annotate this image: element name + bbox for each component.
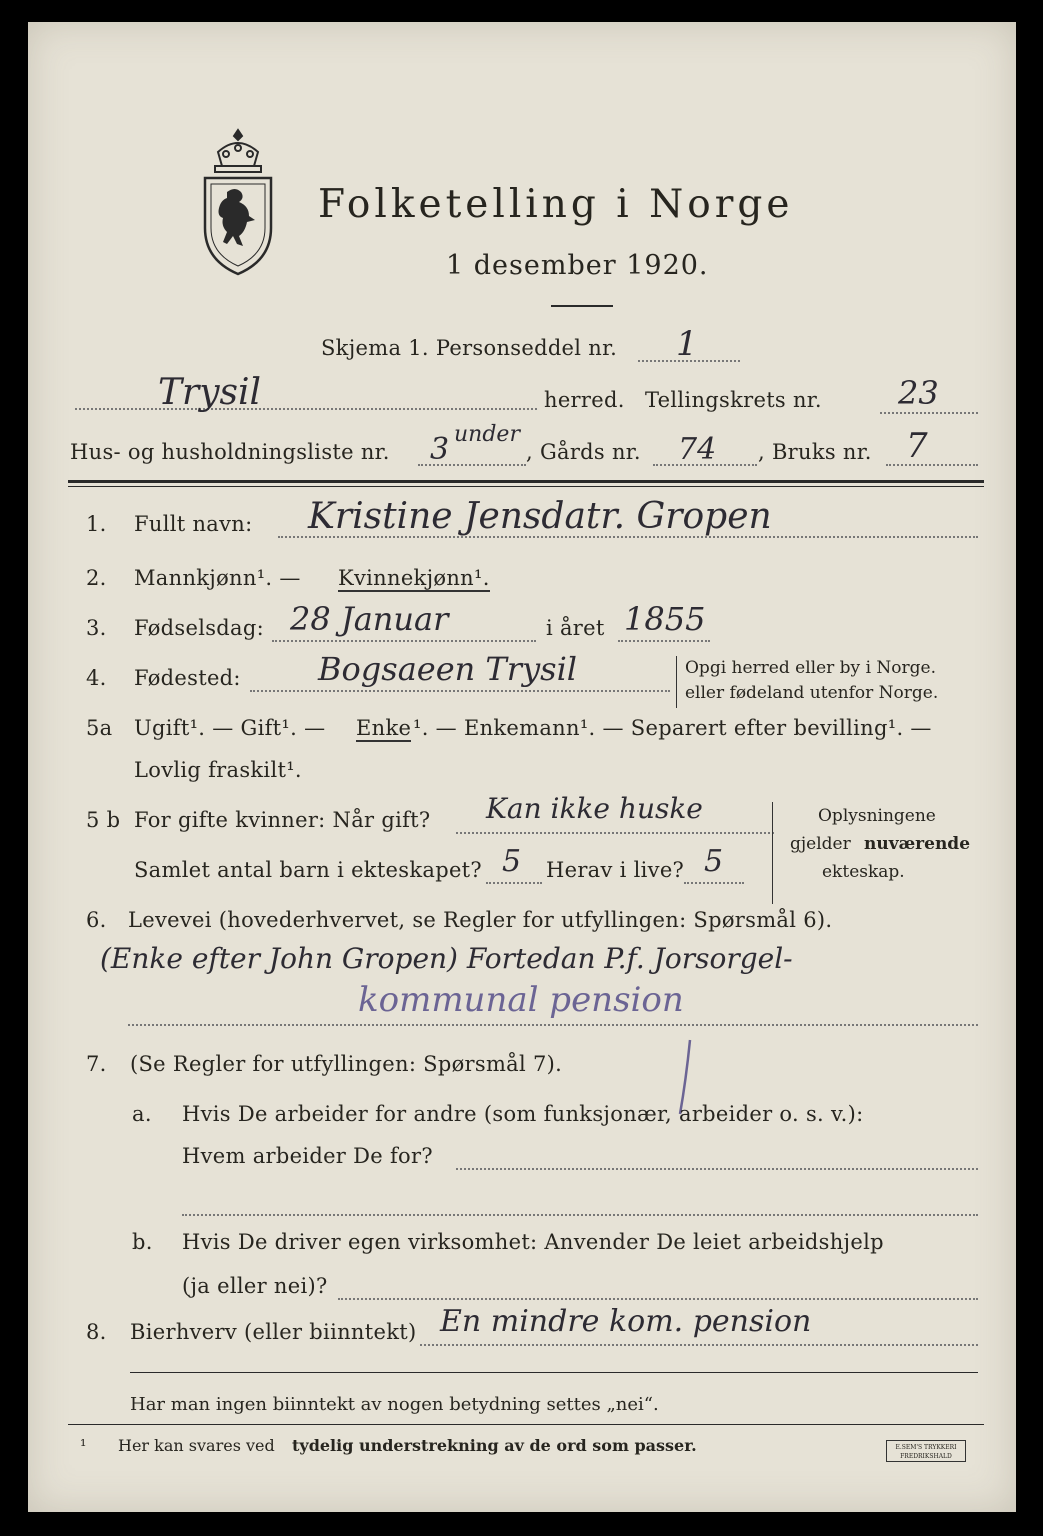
tellingskrets-value: 23 — [898, 374, 939, 412]
q5b-value-2: 5 — [502, 844, 522, 879]
q5b-number: 5 b — [86, 808, 121, 832]
tellingskrets-label: Tellingskrets nr. — [645, 388, 822, 412]
printer-stamp-line-2: FREDRIKSHALD — [900, 1453, 952, 1460]
hus-label: Hus- og husholdningsliste nr. — [70, 440, 390, 464]
herred-value: Trysil — [158, 372, 262, 413]
footnote-mark: ¹ — [80, 1436, 87, 1455]
q5a-text-b: ¹. — Enkemann¹. — Separert efter bevilling¹. — — [413, 716, 932, 740]
q6-line-2 — [128, 1024, 978, 1026]
q1-label: Fullt navn: — [134, 512, 253, 536]
q7b-line — [338, 1298, 978, 1300]
q5a-line2: Lovlig fraskilt¹. — [134, 758, 302, 782]
herred-label: herred. — [544, 388, 625, 412]
hus-sup: under — [454, 422, 520, 447]
bruks-line — [886, 464, 978, 466]
hus-value: 3 — [430, 432, 450, 467]
q3-year-value: 1855 — [624, 600, 706, 638]
q7b-letter: b. — [132, 1230, 153, 1254]
bruks-value: 7 — [906, 426, 928, 466]
gards-value: 74 — [678, 432, 717, 467]
footnote-text-b: tydelig understrekning av de ord som passer. — [292, 1436, 697, 1455]
footnote-rule — [68, 1424, 984, 1425]
q5b-brace — [772, 802, 773, 904]
q8-value: En mindre kom. pension — [440, 1304, 812, 1339]
q7a-line-1 — [456, 1168, 978, 1170]
title-divider — [551, 305, 613, 307]
q8-line — [420, 1344, 978, 1346]
q3-year-line — [618, 640, 710, 642]
q5a-enke: Enke — [356, 716, 412, 740]
q5b-note-1: Oplysningene — [818, 806, 936, 826]
q5b-value-1: Kan ikke huske — [486, 792, 703, 825]
printer-stamp-line-1: E.SEM'S TRYKKERI — [895, 1444, 957, 1451]
herred-line — [75, 408, 537, 410]
q4-note-1: Opgi herred eller by i Norge. — [685, 658, 936, 678]
q5b-note-3: ekteskap. — [822, 862, 905, 882]
q6-value-2: kommunal pension — [358, 980, 684, 1020]
q3-line — [272, 640, 536, 642]
q2-label-female: Kvinnekjønn¹. — [338, 566, 490, 590]
q4-line — [250, 690, 670, 692]
q1-number: 1. — [86, 512, 107, 536]
section-rule-top — [68, 480, 984, 483]
footnote-text-a: Her kan svares ved — [118, 1436, 275, 1455]
q5b-note-2a: gjelder — [790, 834, 851, 854]
q4-number: 4. — [86, 666, 107, 690]
q5b-value-3: 5 — [704, 844, 724, 879]
q5b-line-2 — [486, 882, 542, 884]
form-date: 1 desember 1920. — [446, 250, 709, 281]
q7-number: 7. — [86, 1052, 107, 1076]
q6-number: 6. — [86, 908, 107, 932]
q8-label: Bierhverv (eller biinntekt) — [130, 1320, 417, 1344]
census-form — [28, 22, 1016, 1512]
q5a-text-a: Ugift¹. — Gift¹. — — [134, 716, 326, 740]
q6-label: Levevei (hovederhvervet, se Regler for utfyllingen: Spørsmål 6). — [128, 908, 833, 932]
printer-stamp — [886, 1440, 966, 1462]
q5b-label-2: Samlet antal barn i ekteskapet? — [134, 858, 482, 882]
q5a-number: 5a — [86, 716, 113, 740]
form-title: Folketelling i Norge — [318, 182, 794, 227]
q4-note-2: eller fødeland utenfor Norge. — [685, 683, 939, 703]
q7b-question: (ja eller nei)? — [182, 1274, 328, 1298]
q3-number: 3. — [86, 616, 107, 640]
q5b-line-3 — [684, 882, 744, 884]
q4-value: Bogsaeen Trysil — [318, 650, 578, 688]
q5b-note-2b: nuværende — [864, 834, 971, 854]
q5b-label-3: Herav i live? — [546, 858, 685, 882]
q3-label: Fødselsdag: — [134, 616, 264, 640]
q4-label: Fødested: — [134, 666, 241, 690]
q7a-text: Hvis De arbeider for andre (som funksjonær, arbeider o. s. v.): — [182, 1102, 864, 1126]
q1-value: Kristine Jensdatr. Gropen — [308, 496, 772, 537]
q4-brace — [676, 656, 677, 708]
schema-label: Skjema 1. Personseddel nr. — [321, 336, 618, 360]
section-rule-bottom — [68, 486, 984, 487]
q6-value-1: (Enke efter John Gropen) Fortedan P.f. Jorsorgel- — [100, 942, 793, 975]
footer-note: Har man ingen biinntekt av nogen betydning settes „nei“. — [130, 1394, 659, 1415]
q2-number: 2. — [86, 566, 107, 590]
tellingskrets-line — [880, 412, 978, 414]
bruks-label: , Bruks nr. — [758, 440, 872, 464]
q2-label-male: Mannkjønn¹. — — [134, 566, 301, 590]
q7b-text: Hvis De driver egen virksomhet: Anvender De leiet arbeidshjelp — [182, 1230, 884, 1254]
coat-of-arms-icon — [193, 122, 283, 282]
q7a-line-2 — [182, 1214, 978, 1216]
q7a-letter: a. — [132, 1102, 152, 1126]
q5b-label-1: For gifte kvinner: Når gift? — [134, 808, 431, 832]
q3-year-label: i året — [546, 616, 605, 640]
q5b-line-1 — [456, 832, 774, 834]
gards-label: , Gårds nr. — [526, 440, 641, 464]
q7-label: (Se Regler for utfyllingen: Spørsmål 7). — [130, 1052, 563, 1076]
schema-value: 1 — [676, 324, 698, 364]
q8-number: 8. — [86, 1320, 107, 1344]
footer-rule — [130, 1372, 978, 1373]
q7a-question: Hvem arbeider De for? — [182, 1144, 433, 1168]
q3-value: 28 Januar — [290, 600, 449, 638]
